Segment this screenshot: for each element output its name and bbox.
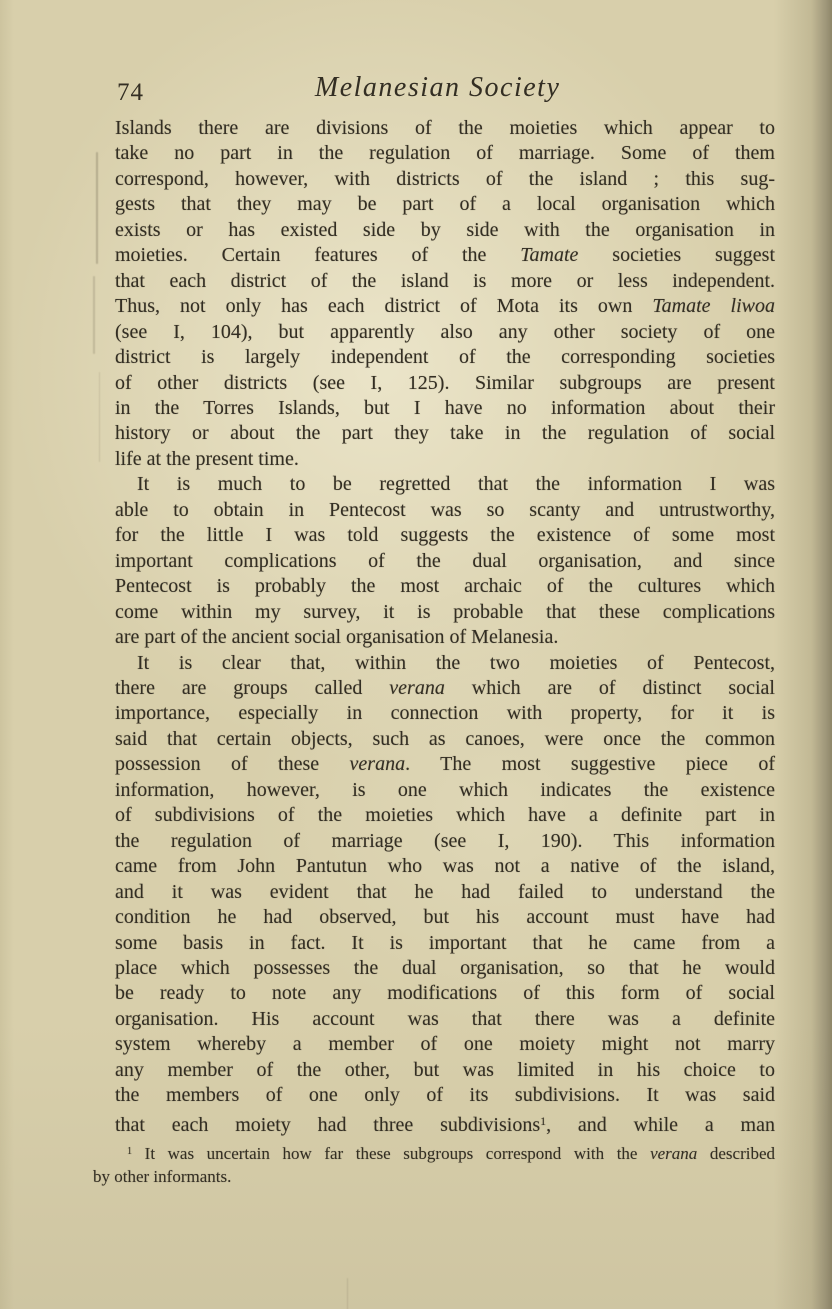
text-line: important complications of the dual organisation, and since bbox=[115, 549, 775, 572]
text-line: (see I, 104), but apparently also any other society of one bbox=[115, 320, 775, 343]
paragraph bbox=[115, 116, 775, 472]
text-line: place which possesses the dual organisation, so that he would bbox=[115, 956, 775, 979]
text-line: come within my survey, it is probable that these complications bbox=[115, 600, 775, 623]
text-line: of subdivisions of the moieties which have a definite part in bbox=[115, 804, 775, 827]
text-line: life at the present time. bbox=[115, 447, 299, 470]
text-line: are part of the ancient social organisation of Melanesia. bbox=[115, 626, 559, 649]
text-line: exists or has existed side by side with the organisation in bbox=[115, 218, 775, 241]
scan-artifact bbox=[96, 152, 98, 264]
paragraph bbox=[115, 472, 775, 650]
text-line: system whereby a member of one moiety might not marry bbox=[115, 1033, 775, 1056]
text-line: by other informants. bbox=[93, 1166, 232, 1186]
page-header bbox=[115, 72, 775, 108]
text-line: and it was evident that he had failed to understand the bbox=[115, 880, 775, 903]
text-line: Thus, not only has each district of Mota its own Tamate liwoa bbox=[115, 295, 775, 318]
text-line: that each moiety had three subdivisions$^1$, and while a man bbox=[115, 1113, 775, 1136]
text-line: said that certain objects, such as canoes, were once the common bbox=[115, 727, 775, 750]
text-line: of other districts (see I, 125). Similar subgroups are present bbox=[115, 371, 775, 394]
text-line: came from John Pantutun who was not a native of the island, bbox=[115, 855, 775, 878]
text-line: some basis in fact. It is important that he came from a bbox=[115, 931, 775, 954]
text-line: possession of these verana. The most suggestive piece of bbox=[115, 753, 775, 776]
text-line: information, however, is one which indicates the existence bbox=[115, 778, 775, 801]
text-line: there are groups called verana which are of distinct social bbox=[115, 676, 775, 699]
text-line: $^1$ It was uncertain how far these subgroups correspond with the verana described bbox=[127, 1144, 775, 1164]
scan-artifact bbox=[93, 276, 95, 354]
text-line: correspond, however, with districts of the island ; this sug- bbox=[115, 167, 775, 190]
text-line: importance, especially in connection with property, for it is bbox=[115, 702, 775, 725]
text-line: able to obtain in Pentecost was so scanty and untrustworthy, bbox=[115, 498, 775, 521]
text-line: any member of the other, but was limited in his choice to bbox=[115, 1058, 775, 1081]
text-line: that each district of the island is more or less independent. bbox=[115, 269, 775, 292]
text-line: gests that they may be part of a local organisation which bbox=[115, 193, 775, 216]
text-line: Pentecost is probably the most archaic of the cultures which bbox=[115, 575, 775, 598]
text-line: for the little I was told suggests the existence of some most bbox=[115, 524, 775, 547]
text-line: history or about the part they take in the regulation of social bbox=[115, 422, 775, 445]
text-line: organisation. His account was that there was a definite bbox=[115, 1007, 775, 1030]
paragraph bbox=[115, 651, 775, 1139]
text-line: Islands there are divisions of the moieties which appear to bbox=[115, 117, 775, 139]
text-line: It is clear that, within the two moieties of Pentecost, bbox=[137, 651, 775, 674]
text-line: moieties. Certain features of the Tamate societies suggest bbox=[115, 244, 776, 267]
text-line: in the Torres Islands, but I have no information about their bbox=[115, 396, 775, 419]
text-line: the members of one only of its subdivisions. It was said bbox=[115, 1084, 775, 1107]
scan-artifact bbox=[99, 372, 100, 462]
text-line: the regulation of marriage (see I, 190). This information bbox=[115, 829, 775, 852]
body-text bbox=[115, 116, 775, 1138]
text-line: take no part in the regulation of marriage. Some of them bbox=[115, 142, 775, 165]
running-title: Melanesian Society bbox=[314, 72, 561, 103]
page-number: 74 bbox=[117, 79, 144, 106]
text-line: condition he had observed, but his account must have had bbox=[115, 906, 775, 929]
text-line: district is largely independent of the corresponding societies bbox=[115, 346, 775, 369]
footnote bbox=[93, 1141, 775, 1188]
text-line: be ready to note any modifications of this form of social bbox=[115, 982, 775, 1005]
scan-artifact bbox=[347, 1278, 348, 1309]
text-line: It is much to be regretted that the information I was bbox=[137, 473, 775, 496]
